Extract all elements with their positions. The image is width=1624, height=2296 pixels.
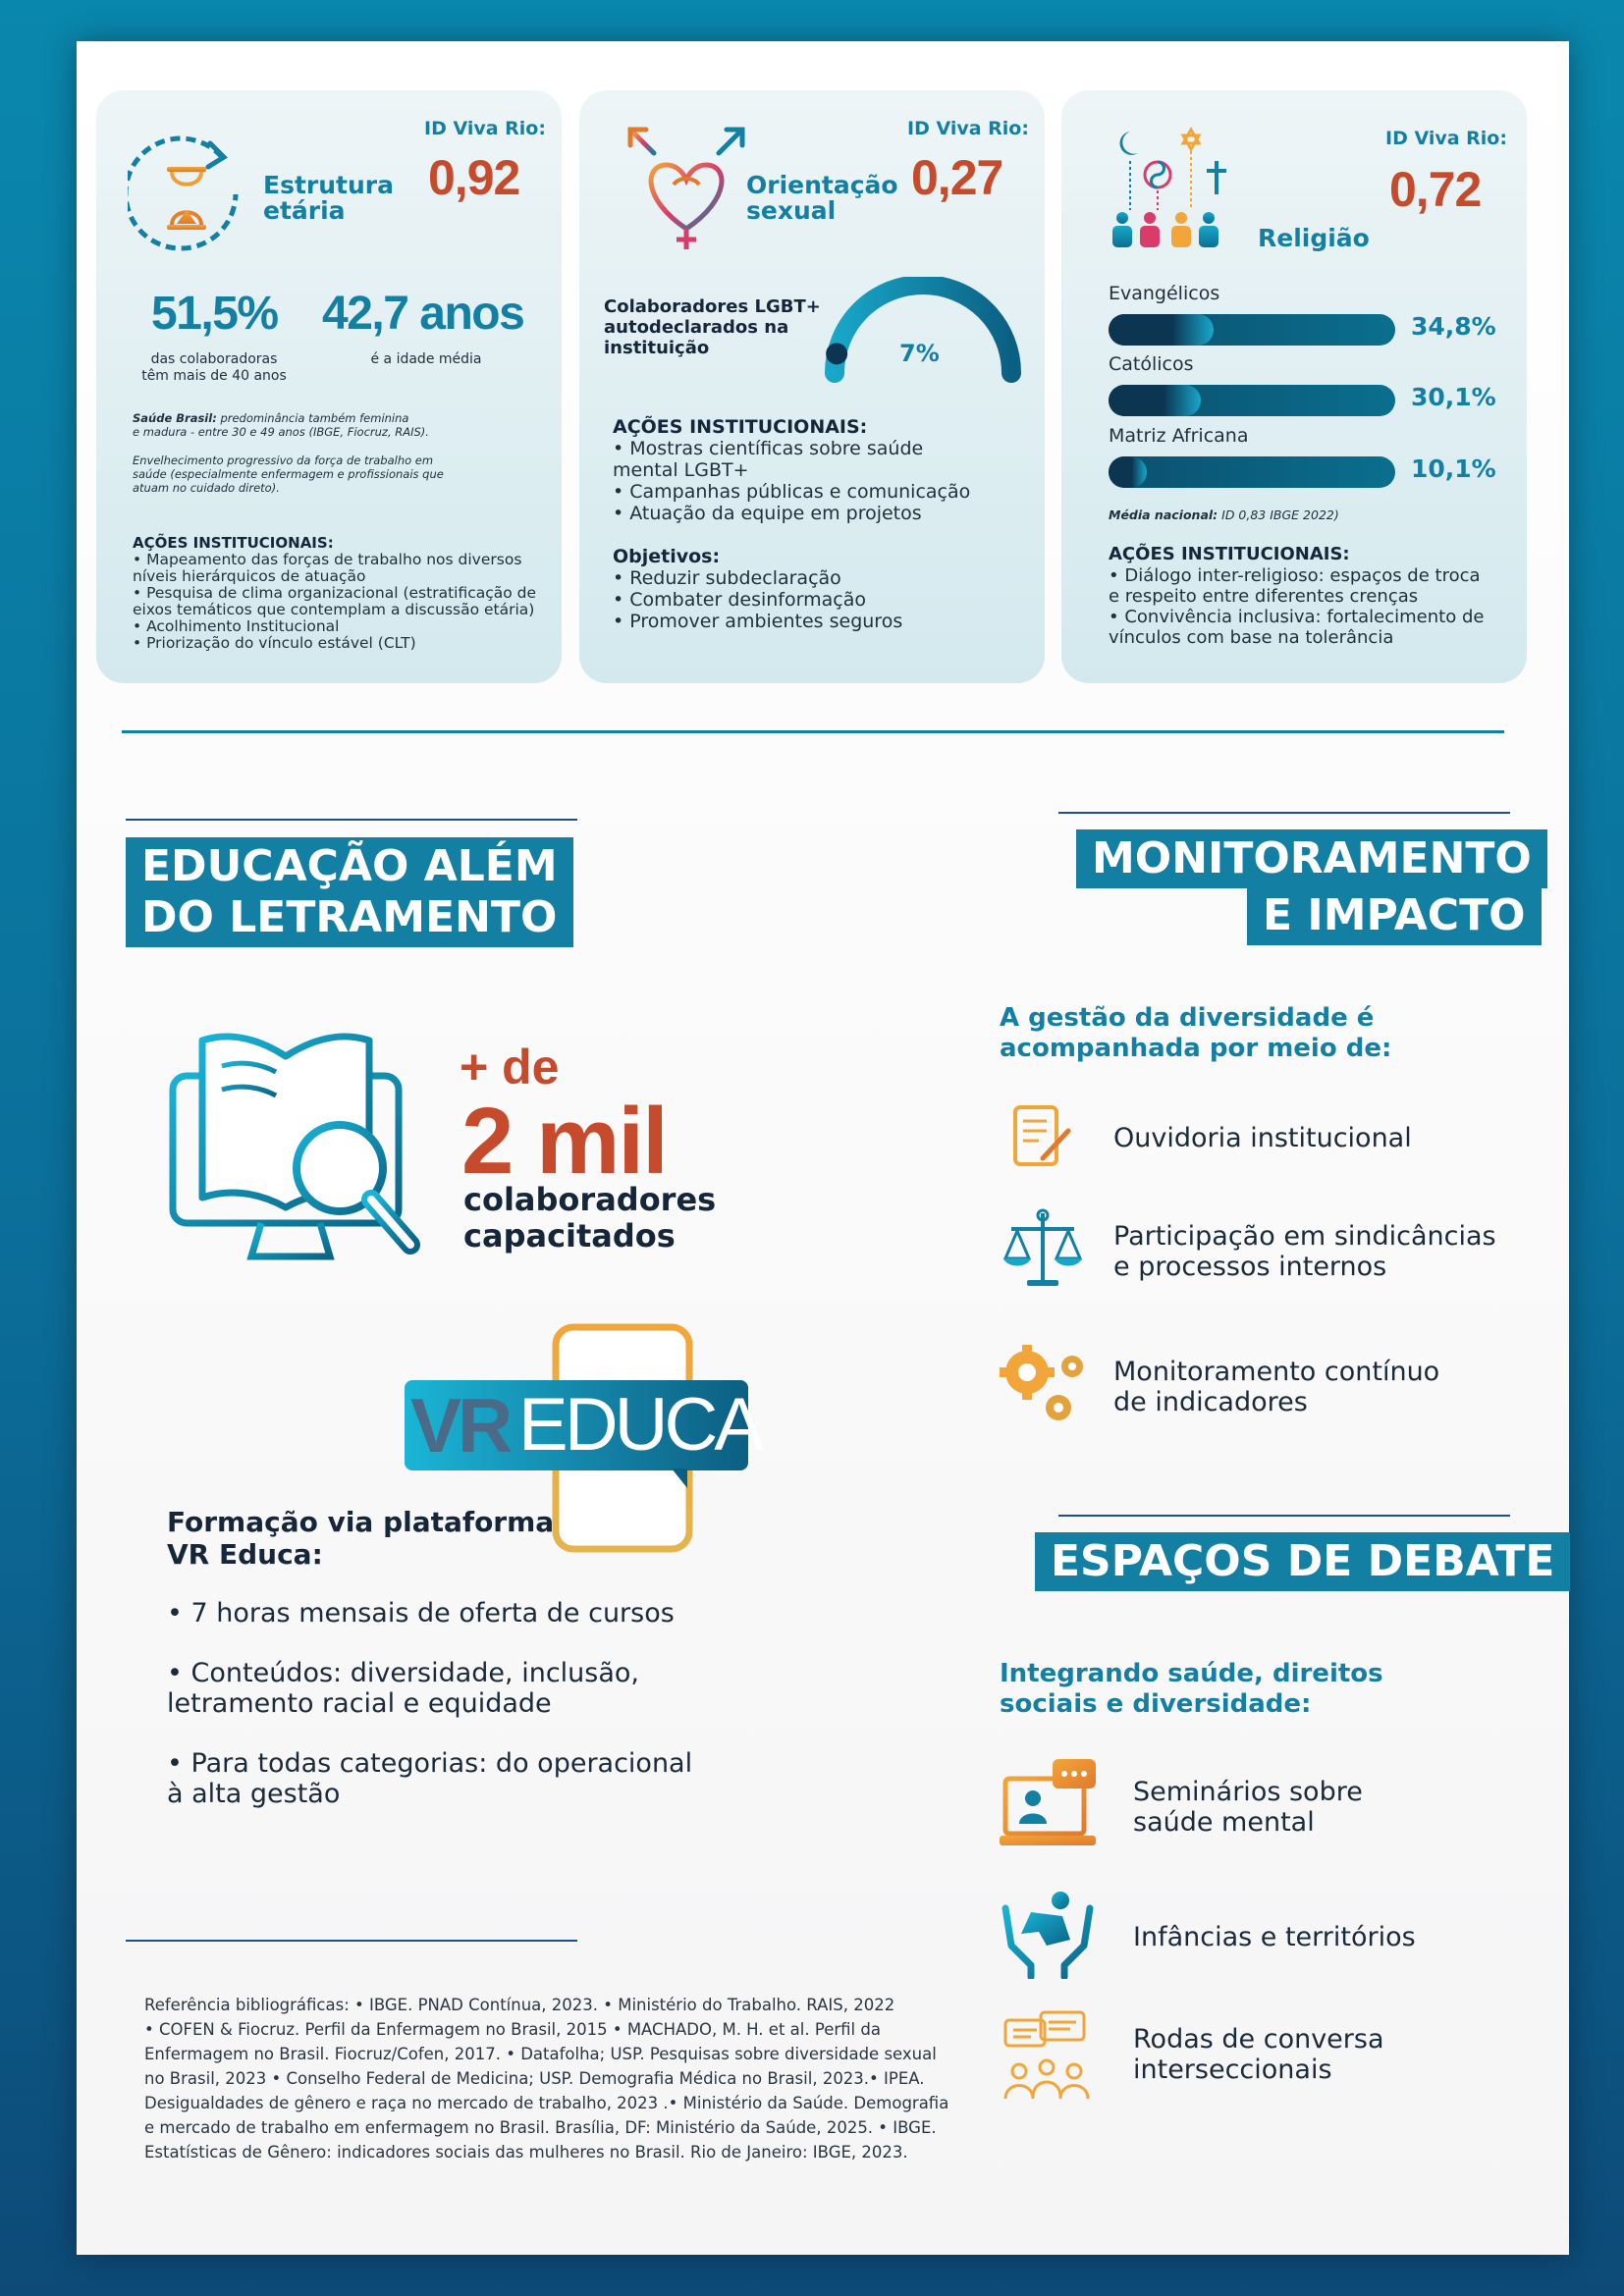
bar-label-matriz-africana: Matriz Africana — [1109, 425, 1249, 447]
bar-evangelicos — [1109, 314, 1395, 346]
gears-icon — [998, 1339, 1088, 1423]
logo-speech-tail — [672, 1468, 687, 1488]
lgbt-gauge — [815, 277, 1031, 395]
id-label: ID Viva Rio: — [424, 118, 546, 139]
debate-item-seminars: Seminários sobre saúde mental — [1133, 1777, 1363, 1838]
stat-average-age: 42,7 anos — [322, 288, 524, 340]
bar-matriz-africana — [1109, 456, 1395, 488]
monitoring-subtitle: A gestão da diversidade é acompanhada por meio de: — [1000, 1003, 1392, 1063]
logo-vr: VR — [410, 1382, 510, 1468]
card-title: Estrutura etária — [263, 171, 394, 225]
debate-item-circles: Rodas de conversa interseccionais — [1133, 2024, 1384, 2085]
bar-fill — [1109, 456, 1147, 488]
card-title: Orientação sexual — [746, 171, 898, 225]
bar-label-evangelicos: Evangélicos — [1109, 283, 1220, 304]
child-hands-icon — [1001, 1889, 1094, 1979]
bar-value-catolicos: 30,1% — [1411, 383, 1496, 411]
education-bullet-hours: • 7 horas mensais de oferta de cursos — [167, 1598, 675, 1629]
objectives-title: Objetivos: — [613, 546, 721, 567]
monitoring-item-indicators: Monitoramento contínuo de indicadores — [1113, 1357, 1440, 1417]
id-value: 0,72 — [1389, 162, 1482, 217]
monitoring-item-ombudsman: Ouvidoria institucional — [1113, 1123, 1412, 1153]
id-label: ID Viva Rio: — [1385, 128, 1507, 149]
gender-heart-icon — [623, 126, 750, 255]
actions-list: • Mapeamento das forças de trabalho nos diversos níveis hierárquicos de atuação • Pesquisa de clima organizacional (estratificação de eixos temáticos que contemplam a discussão etária) • Acolhimento Institucional • Priorização do vínculo estável (CLT) — [133, 551, 537, 652]
card-religion — [1061, 90, 1527, 683]
trained-caption: colaboradores capacitados — [463, 1181, 717, 1255]
card-title: Religião — [1258, 224, 1370, 252]
national-average-note: Média nacional: ID 0,83 IBGE 2022) — [1109, 507, 1339, 522]
debate-subtitle: Integrando saúde, direitos sociais e diversidade: — [1000, 1659, 1383, 1719]
gauge-label: Colaboradores LGBT+ autodeclarados na instituição — [604, 296, 821, 358]
vr-educa-logo — [405, 1380, 761, 1470]
education-bullet-contents: • Conteúdos: diversidade, inclusão, letramento racial e equidade — [167, 1658, 639, 1719]
objectives-list: • Reduzir subdeclaração • Combater desinformação • Promover ambientes seguros — [613, 567, 903, 632]
platform-title: Formação via plataforma VR Educa: — [167, 1506, 555, 1571]
document-pen-icon — [1009, 1103, 1074, 1172]
stat-percent-caption: das colaboradoras têm mais de 40 anos — [141, 351, 287, 384]
book-computer-search-icon — [163, 1021, 428, 1296]
id-value: 0,92 — [428, 150, 520, 205]
rule-education — [126, 819, 577, 821]
logo-educa: EDUCA — [518, 1383, 761, 1467]
monitoring-item-inquiries: Participação em sindicâncias e processos internos — [1113, 1221, 1496, 1282]
card-sexual-orientation — [579, 90, 1045, 683]
bar-value-matriz-africana: 10,1% — [1411, 454, 1496, 483]
actions-title: AÇÕES INSTITUCIONAIS: — [133, 534, 334, 552]
debate-title: ESPAÇOS DE DEBATE — [1035, 1532, 1570, 1591]
references: Referência bibliográficas: • IBGE. PNAD Contínua, 2023. • Ministério do Trabalho. RAIS, 2022 • COFEN & Fiocruz. Perfil da Enfermagem no Brasil, 2015 • MACHADO, M. H. et al. Perfil da Enfermagem no Brasil. Fiocruz/Cofen, 2017. • Datafolha; USP. Pesquisas sobre diversidade sexual no Brasil, 2023 • Conselho Federal de Medicina; USP. Demografia Médica no Brasil, 2023.• IPEA. Desigualdades de gênero e raça no mercado de trabalho, 2023 .• Ministério da Saúde. Demografia e mercado de trabalho em enfermagem no Brasil. Brasília, DF: Ministério da Saúde, 2025. • IBGE. Estatísticas de Gênero: indicadores sociais das mulheres no Brasil. Rio de Janeiro: IBGE, 2023. — [144, 1996, 949, 2162]
group-talk-icon — [1001, 2010, 1094, 2103]
monitoring-title-line1: MONITORAMENTO — [1076, 829, 1547, 888]
bar-fill — [1109, 385, 1201, 416]
rule-monitoring — [1058, 812, 1510, 814]
id-label: ID Viva Rio: — [907, 118, 1029, 139]
bar-value-evangelicos: 34,8% — [1411, 312, 1496, 341]
hourglass-icon — [128, 130, 249, 257]
actions-list: • Mostras científicas sobre saúde mental LGBT+ • Campanhas públicas e comunicação • Atuação da equipe em projetos — [613, 438, 971, 524]
health-brazil-note: Saúde Brasil: predominância também feminina e madura - entre 30 e 49 anos (IBGE, Fiocruz, RAIS). — [133, 411, 429, 439]
debate-item-childhoods: Infâncias e territórios — [1133, 1922, 1416, 1952]
bar-fill — [1109, 314, 1214, 346]
gauge-marker — [826, 343, 847, 364]
laptop-chat-icon — [1000, 1757, 1098, 1851]
trained-prefix: + de — [460, 1040, 560, 1095]
stat-age-caption: é a idade média — [370, 351, 482, 367]
scales-icon — [1001, 1207, 1084, 1290]
aging-note: Envelhecimento progressivo da força de trabalho em saúde (especialmente enfermagem e profissionais que atuam no cuidado direto). — [133, 454, 444, 495]
stat-percent-over-40: 51,5% — [151, 288, 278, 340]
education-bullet-categories: • Para todas categorias: do operacional à alta gestão — [167, 1748, 693, 1809]
education-title: EDUCAÇÃO ALÉM DO LETRAMENTO — [126, 837, 573, 947]
bar-label-catolicos: Católicos — [1109, 353, 1194, 375]
card-age-structure — [96, 90, 562, 683]
trained-count: 2 mil — [461, 1089, 667, 1194]
bar-catolicos — [1109, 385, 1395, 416]
gauge-value: 7% — [899, 340, 940, 367]
actions-title: AÇÕES INSTITUCIONAIS: — [1109, 544, 1350, 564]
actions-title: AÇÕES INSTITUCIONAIS: — [613, 416, 868, 438]
rule-debate — [1058, 1515, 1510, 1517]
section-divider — [122, 730, 1504, 733]
religions-people-icon — [1109, 124, 1256, 251]
monitoring-title-line2: E IMPACTO — [1247, 886, 1542, 945]
actions-list: • Diálogo inter-religioso: espaços de troca e respeito entre diferentes crenças • Convivência inclusiva: fortalecimento de vínculos com base na tolerância — [1109, 565, 1485, 648]
rule-references — [126, 1940, 577, 1942]
id-value: 0,27 — [911, 150, 1003, 205]
